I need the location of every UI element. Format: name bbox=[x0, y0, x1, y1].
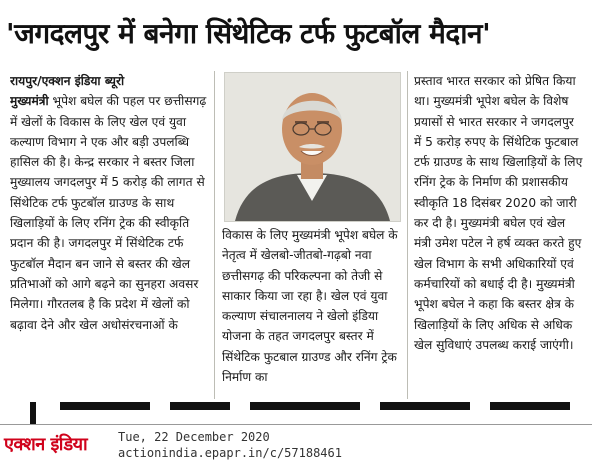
next-headline-fragment bbox=[0, 402, 592, 424]
article-column-2 bbox=[222, 225, 404, 397]
epaper-footer bbox=[0, 424, 592, 464]
footer-meta bbox=[118, 429, 342, 461]
headline: 'जगदलपुर में बनेगा सिंथेटिक टर्फ फुटबॉल मैदान' bbox=[6, 17, 491, 50]
column-divider bbox=[407, 71, 408, 399]
column-1-text: भूपेश बघेल की पहल पर छत्तीसगढ़ में खेलों के विकास के लिए खेल एवं युवा कल्याण विभाग ने एक और बड़ी उपलब्धि हासिल की है। केन्द्र सरकार ने बस्तर जिला मुख्यालय जगदलपुर में 5 करोड़ की लागत से सिंथेटिक टर्फ फुटबॉल ग्राउण्ड के साथ खिलाड़ियों के लिए रनिंग ट्रेक की स्वीकृति प्रदान की है। जगदलपुर में सिंथेटिक टर्फ फुटबॉल मैदान बन जाने से बस्तर की खेल प्रतिभाओं को आगे बढ़ने का सुनहरा अवसर मिलेगा। गौरतलब है कि प्रदेश में खेलों को बढ़ावा देने और खेल अधोसंरचनाओं के bbox=[10, 94, 207, 332]
article-column-1 bbox=[10, 71, 210, 396]
action-india-logo: एक्शन इंडिया bbox=[4, 434, 88, 455]
column-divider bbox=[214, 71, 215, 399]
column-3-text: प्रस्ताव भारत सरकार को प्रेषित किया था। मुख्यमंत्री भूपेश बघेल के विशेष प्रयासों से भारत सरकार ने जगदलपुर में 5 करोड़ रुपए के सिंथेटिक फुटबाल टर्फ ग्राउण्ड के साथ खिलाड़ियों के लिए रनिंग ट्रेक के निर्माण की प्रशासकीय स्वीकृति 18 दिसंबर 2020 को जारी कर दी है। मुख्यमंत्री बघेल एवं खेल मंत्री उमेश पटेल ने हर्ष व्यक्त करते हुए खेल विभाग के सभी अधिकारियों एवं कर्मचारियों को बधाई दी है। मुख्यमंत्री भूपेश बघेल ने कहा कि बस्तर क्षेत्र के खिलाड़ियों के लिए अधिक से अधिक खेल सुविधाएं उपलब्ध कराई जाएंगी। bbox=[414, 74, 583, 352]
portrait-illustration bbox=[225, 73, 400, 221]
dateline: रायपुर/एक्शन इंडिया ब्यूरो bbox=[10, 74, 125, 88]
article-column-3 bbox=[414, 71, 584, 401]
publish-date: Tue, 22 December 2020 bbox=[118, 430, 270, 444]
cm-portrait-photo bbox=[224, 72, 401, 222]
lead-word: मुख्यमंत्री bbox=[10, 94, 49, 109]
column-2-text: विकास के लिए मुख्यमंत्री भूपेश बघेल के नेतृत्व में खेलबो-जीतबो-गढ़बो नवा छत्तीसगढ़ की परिकल्पना को तेजी से साकार किया जा रहा है। खेल एवं युवा कल्याण संचालनालय ने खेलो इंडिया योजना के तहत जगदलपुर बस्तर में सिंथेटिक फुटबाल ग्राउण्ड और रनिंग ट्रेक निर्माण का bbox=[222, 228, 398, 385]
epaper-url[interactable]: actionindia.epapr.in/c/57188461 bbox=[118, 446, 342, 460]
